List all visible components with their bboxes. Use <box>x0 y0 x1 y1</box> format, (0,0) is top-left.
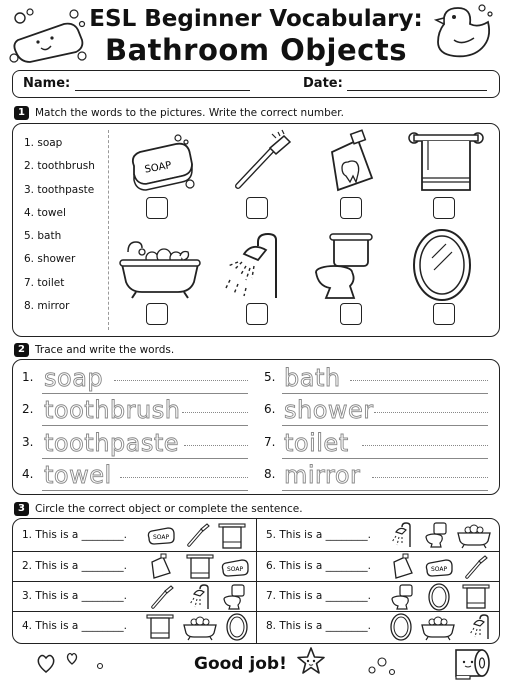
trace-number: 6. <box>264 402 276 416</box>
answer-box[interactable] <box>246 303 268 325</box>
item-sentence[interactable]: This is a ________. <box>279 560 372 572</box>
item-number: 3. <box>22 590 33 602</box>
section3-instruction: Circle the correct object or complete the sentence. <box>35 503 303 515</box>
answer-box[interactable] <box>146 197 168 219</box>
item-sentence[interactable]: This is a ________. <box>35 529 128 541</box>
trace-number: 4. <box>22 467 34 481</box>
trace-baseline <box>282 458 488 459</box>
mirror-icon[interactable] <box>390 613 412 645</box>
toothbrush-icon[interactable] <box>186 522 210 552</box>
item-sentence[interactable]: This is a ________. <box>35 620 128 632</box>
trace-guide <box>350 380 488 381</box>
section2-header <box>14 343 174 357</box>
worksheet-subtitle: ESL Beginner Vocabulary: <box>89 6 423 32</box>
bath-picture <box>118 238 202 302</box>
section3-number: 3 <box>14 502 29 516</box>
name-field[interactable] <box>75 90 250 91</box>
item-number: 1. <box>22 529 33 541</box>
answer-box[interactable] <box>433 197 455 219</box>
soap-text: SOAP <box>153 534 170 541</box>
toothpaste-icon[interactable] <box>392 554 414 584</box>
trace-baseline <box>42 458 248 459</box>
trace-guide <box>362 445 488 446</box>
bath-icon[interactable] <box>420 614 456 644</box>
item-number: 2. <box>22 560 33 572</box>
name-date-bar <box>12 70 500 98</box>
toilet-picture <box>312 232 372 306</box>
sentence-item <box>22 590 127 602</box>
trace-baseline <box>42 490 248 491</box>
towel-icon[interactable] <box>146 614 174 644</box>
section2-instruction: Trace and write the words. <box>35 344 175 356</box>
bath-icon[interactable] <box>182 614 218 644</box>
star-icon <box>296 646 326 680</box>
bath-icon[interactable] <box>456 522 492 552</box>
soap-text: SOAP <box>143 160 173 176</box>
shower-icon[interactable] <box>466 614 492 644</box>
trace-word: shower <box>284 396 374 424</box>
item-number: 7. <box>266 590 277 602</box>
toilet-paper-icon <box>450 646 496 683</box>
item-number: 5. <box>266 529 277 541</box>
towel-icon[interactable] <box>462 584 490 614</box>
section1-divider <box>108 130 109 330</box>
towel-icon[interactable] <box>186 554 214 584</box>
section1-instruction: Match the words to the pictures. Write the correct number. <box>35 107 344 119</box>
shower-icon[interactable] <box>388 522 414 552</box>
toothpaste-icon[interactable] <box>150 554 172 584</box>
word-item: 5. bath <box>24 230 62 243</box>
item-sentence[interactable]: This is a ________. <box>279 620 372 632</box>
soap-icon[interactable] <box>220 558 250 582</box>
name-label: Name: <box>23 76 71 91</box>
item-number: 8. <box>266 620 277 632</box>
soap-picture <box>128 134 196 198</box>
trace-guide <box>114 380 248 381</box>
trace-baseline <box>282 490 488 491</box>
trace-number: 2. <box>22 402 34 416</box>
towel-picture <box>408 130 484 198</box>
mirror-picture <box>412 228 472 306</box>
item-sentence[interactable]: This is a ________. <box>279 590 372 602</box>
answer-box[interactable] <box>246 197 268 219</box>
toothbrush-picture <box>232 134 292 198</box>
trace-guide <box>372 477 488 478</box>
answer-box[interactable] <box>340 197 362 219</box>
trace-word: towel <box>44 461 112 489</box>
worksheet-title: Bathroom Objects <box>105 33 407 67</box>
trace-word: toilet <box>284 429 349 457</box>
date-field[interactable] <box>347 90 487 91</box>
word-item: 1. soap <box>24 137 63 149</box>
word-item: 4. towel <box>24 206 66 219</box>
soap-text: SOAP <box>227 566 244 573</box>
trace-number: 7. <box>264 435 276 449</box>
trace-baseline <box>282 393 488 394</box>
trace-number: 3. <box>22 435 34 449</box>
trace-word: bath <box>284 364 341 392</box>
word-item: 3. toothpaste <box>24 183 95 196</box>
shower-icon[interactable] <box>186 584 212 614</box>
sentence-item <box>266 590 371 602</box>
toothbrush-icon[interactable] <box>150 584 174 614</box>
item-sentence[interactable]: This is a ________. <box>35 590 128 602</box>
trace-baseline <box>42 393 248 394</box>
item-sentence[interactable]: This is a ________. <box>35 560 128 572</box>
toothbrush-icon[interactable] <box>464 554 488 584</box>
word-item: 2. toothbrush <box>24 160 95 173</box>
toilet-icon[interactable] <box>424 522 448 552</box>
trace-word: mirror <box>284 461 361 489</box>
trace-guide <box>182 412 248 413</box>
trace-guide <box>120 477 248 478</box>
trace-guide <box>374 412 488 413</box>
word-item: 8. mirror <box>24 300 70 313</box>
soap-icon[interactable] <box>424 558 454 582</box>
shower-picture <box>222 232 284 306</box>
rubber-duck-icon <box>432 2 494 66</box>
sentence-item <box>22 529 127 541</box>
toilet-icon[interactable] <box>222 584 246 614</box>
good-job-text: Good job! <box>194 654 287 674</box>
towel-icon[interactable] <box>218 522 246 554</box>
section2-number: 2 <box>14 343 29 357</box>
sentence-item <box>266 529 371 541</box>
hearts-decoration <box>36 650 116 680</box>
toilet-icon[interactable] <box>390 584 414 614</box>
sentence-item <box>22 620 127 632</box>
trace-number: 5. <box>264 370 276 384</box>
section1-number: 1 <box>14 106 29 120</box>
section1-header <box>14 106 344 120</box>
item-number: 4. <box>22 620 33 632</box>
soap-text: SOAP <box>431 566 448 573</box>
item-sentence[interactable]: This is a ________. <box>279 529 372 541</box>
trace-guide <box>184 445 248 446</box>
trace-number: 1. <box>22 370 34 384</box>
section3-header <box>14 502 303 516</box>
answer-box[interactable] <box>146 303 168 325</box>
word-item: 6. shower <box>24 253 76 266</box>
mirror-icon[interactable] <box>428 583 450 615</box>
trace-baseline <box>42 425 248 426</box>
bubbles-decoration <box>366 654 406 682</box>
word-item: 7. toilet <box>24 276 65 289</box>
section3-row-divider <box>12 611 500 612</box>
soap-icon[interactable] <box>146 526 176 550</box>
trace-word: toothpaste <box>44 429 180 457</box>
sentence-item <box>266 620 371 632</box>
toothpaste-picture <box>328 130 376 200</box>
sentence-item <box>266 560 371 572</box>
trace-word: soap <box>44 364 104 392</box>
item-number: 6. <box>266 560 277 572</box>
section1-word-list <box>24 137 95 323</box>
trace-word: toothbrush <box>44 396 181 424</box>
mirror-icon[interactable] <box>226 613 248 645</box>
trace-number: 8. <box>264 467 276 481</box>
sentence-item <box>22 560 127 572</box>
date-label: Date: <box>303 76 343 91</box>
answer-box[interactable] <box>340 303 362 325</box>
trace-baseline <box>282 425 488 426</box>
answer-box[interactable] <box>433 303 455 325</box>
